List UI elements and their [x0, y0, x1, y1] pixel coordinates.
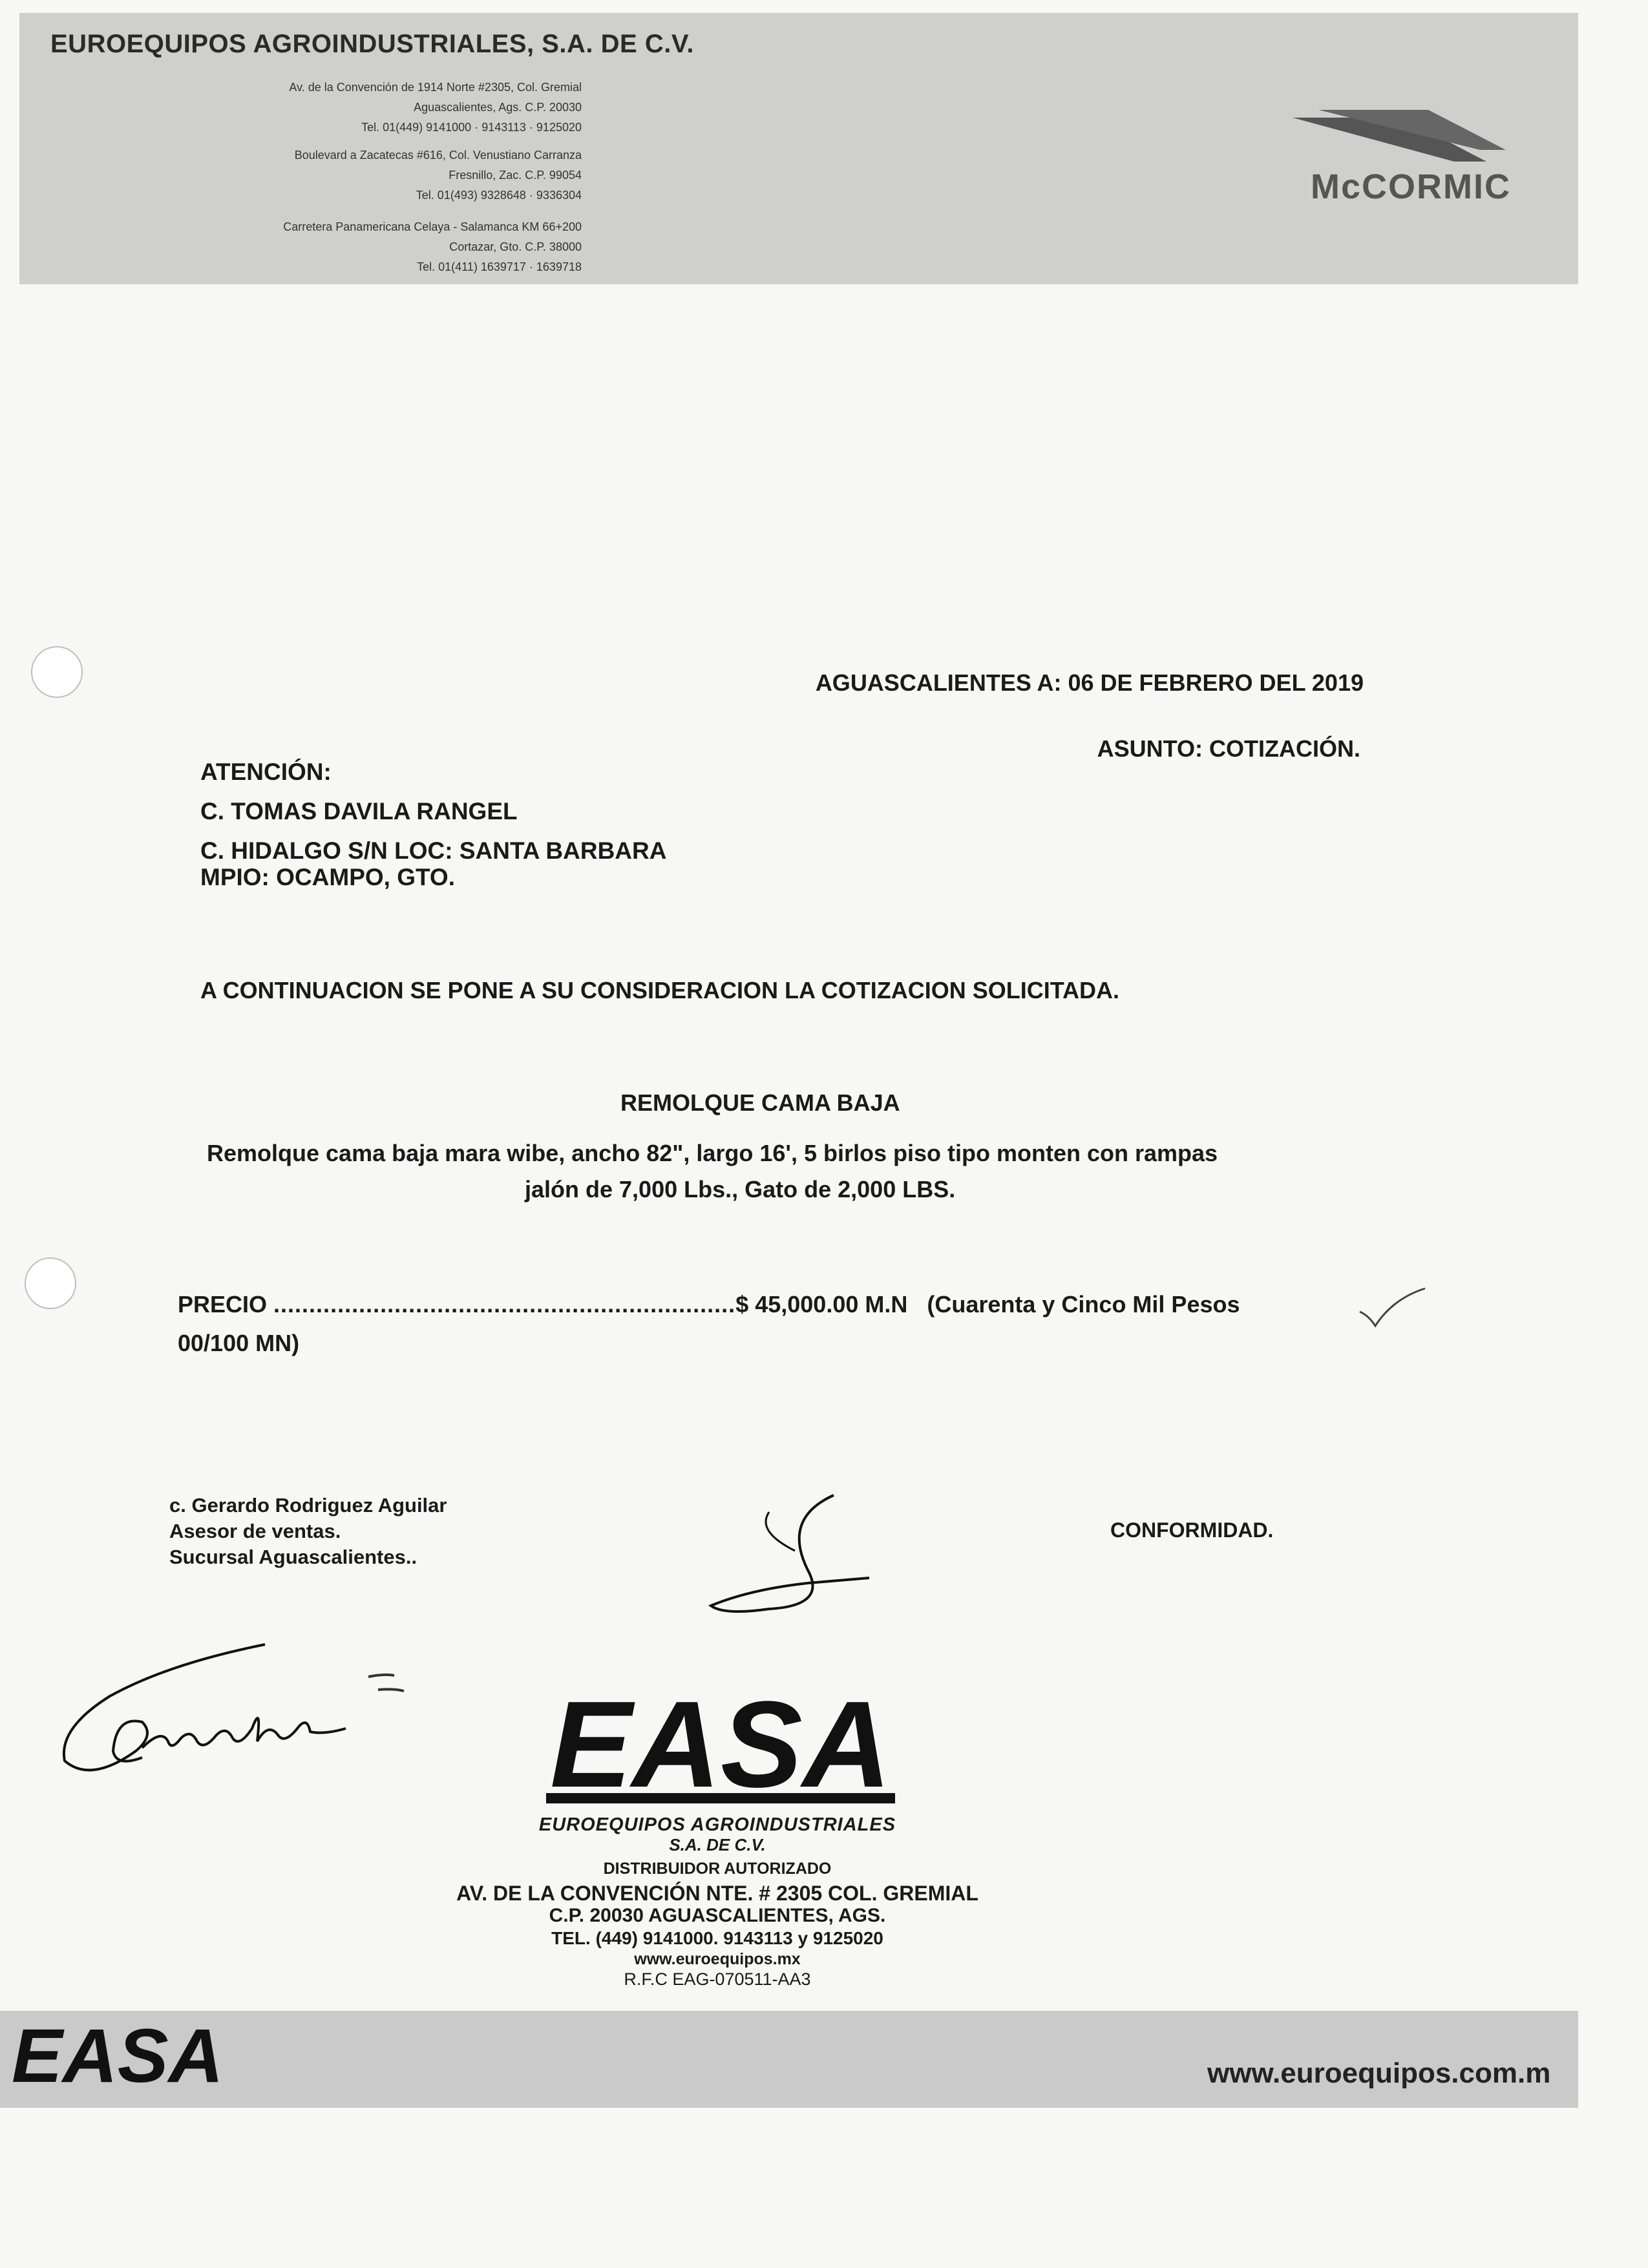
conformity-label: CONFORMIDAD. — [1110, 1518, 1274, 1542]
stamp-company-suffix: S.A. DE C.V. — [669, 1835, 766, 1854]
punch-hole — [25, 1257, 76, 1309]
price-leader-dots: ................................................................. — [273, 1291, 736, 1318]
branch-address-line: Fresnillo, Zac. C.P. 99054 — [449, 169, 582, 182]
stamp-phone: TEL. (449) 9141000. 9143113 y 9125020 — [551, 1928, 883, 1948]
stamp-company-name: EUROEQUIPOS AGROINDUSTRIALES — [538, 1814, 896, 1835]
mccormick-logo: McCORMIC — [1311, 167, 1511, 206]
branch-address-line: Boulevard a Zacatecas #616, Col. Venustiano Carranza — [294, 149, 582, 162]
branch-phone: Tel. 01(411) 1639717 · 1639718 — [417, 260, 582, 273]
price-amount: $ 45,000.00 M.N — [735, 1291, 908, 1318]
letter-subject: ASUNTO: COTIZACIÓN. — [1097, 735, 1360, 762]
branch-address-line: Cortazar, Gto. C.P. 38000 — [449, 240, 582, 253]
stamp-website: www.euroequipos.mx — [634, 1950, 801, 1968]
recipient-name: C. TOMAS DAVILA RANGEL — [200, 798, 518, 824]
recipient-address: C. HIDALGO S/N LOC: SANTA BARBARA — [200, 837, 667, 864]
sales-rep-name: c. Gerardo Rodriguez Aguilar — [169, 1494, 447, 1517]
price-line — [178, 1291, 1240, 1318]
stamp-address: AV. DE LA CONVENCIÓN NTE. # 2305 COL. GREMIAL — [456, 1882, 978, 1905]
recipient-municipio: MPIO: OCAMPO, GTO. — [200, 864, 455, 890]
letter-date: AGUASCALIENTES A: 06 DE FEBRERO DEL 2019 — [815, 669, 1364, 696]
footer-website: www.euroequipos.com.m — [1207, 2057, 1551, 2089]
sales-rep-role: Asesor de ventas. — [169, 1520, 341, 1542]
easa-stamp-logo — [540, 1696, 902, 1809]
product-title: REMOLQUE CAMA BAJA — [620, 1089, 900, 1116]
company-name: EUROEQUIPOS AGROINDUSTRIALES, S.A. DE C.V. — [50, 30, 694, 58]
stamp-distributor: DISTRIBUIDOR AUTORIZADO — [603, 1860, 832, 1878]
branch-address-aguascalientes — [220, 78, 582, 138]
product-description-line: Remolque cama baja mara wibe, ancho 82", largo 16', 5 birlos piso tipo monten con rampas — [207, 1140, 1218, 1166]
punch-hole — [31, 646, 83, 698]
stamp-rfc: R.F.C EAG-070511-AA3 — [624, 1969, 811, 1989]
client-signature-icon — [698, 1493, 885, 1628]
branch-phone: Tel. 01(493) 9328648 · 9336304 — [416, 189, 582, 202]
price-in-words: (Cuarenta y Cinco Mil Pesos — [927, 1291, 1240, 1318]
sales-rep-branch: Sucursal Aguascalientes.. — [169, 1546, 417, 1568]
checkmark-icon — [1357, 1286, 1428, 1331]
mccormick-stripes-icon — [1293, 110, 1506, 168]
stamp-postal-code: C.P. 20030 AGUASCALIENTES, AGS. — [549, 1905, 886, 1926]
attention-title: ATENCIÓN: — [200, 759, 332, 785]
branch-address-line: Carretera Panamericana Celaya - Salamanca KM 66+200 — [283, 220, 582, 233]
branch-address-line: Aguascalientes, Ags. C.P. 20030 — [414, 101, 582, 114]
easa-footer-logo — [6, 2013, 239, 2097]
sales-rep-signature-icon — [52, 1638, 427, 1787]
easa-stamp-logo-text: EASA — [550, 1696, 891, 1809]
branch-address-cortazar — [220, 217, 582, 277]
branch-phone: Tel. 01(449) 9141000 · 9143113 · 9125020 — [361, 121, 582, 134]
price-in-words-cont: 00/100 MN) — [178, 1330, 300, 1356]
branch-address-line: Av. de la Convención de 1914 Norte #2305, Col. Gremial — [289, 81, 582, 94]
product-description-line: jalón de 7,000 Lbs., Gato de 2,000 LBS. — [525, 1176, 956, 1202]
easa-footer-logo-text: EASA — [12, 2013, 224, 2097]
branch-address-fresnillo — [220, 145, 582, 205]
intro-paragraph: A CONTINUACION SE PONE A SU CONSIDERACION LA COTIZACION SOLICITADA. — [200, 977, 1120, 1003]
price-label: PRECIO — [178, 1291, 268, 1318]
